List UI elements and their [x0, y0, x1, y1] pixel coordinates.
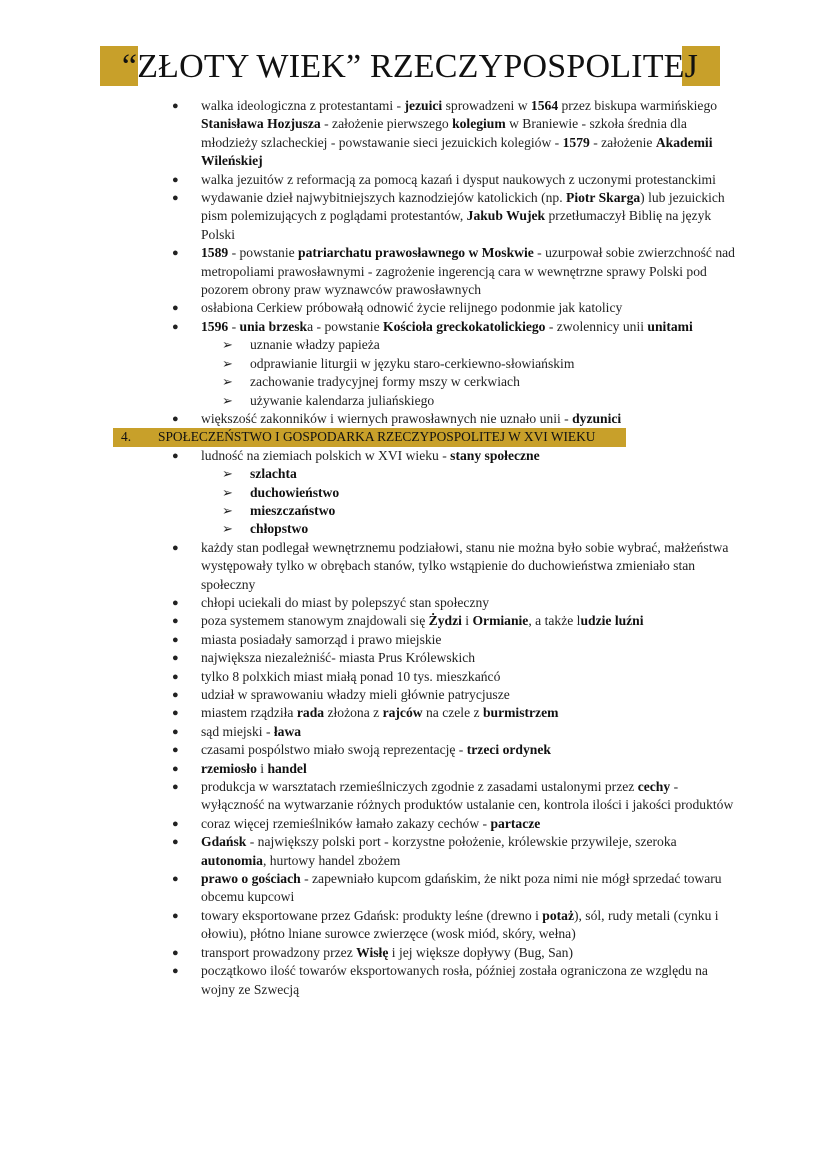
list-item — [0, 594, 828, 612]
bold-term: prawo o gościach — [201, 871, 301, 887]
bullet-icon: ● — [172, 909, 179, 922]
bullet-icon: ● — [172, 541, 179, 554]
bullet-icon: ● — [172, 173, 179, 186]
text-segment: transport prowadzony przez — [201, 944, 357, 960]
list-item — [0, 668, 828, 686]
bold-term: unitami — [647, 318, 693, 334]
arrow-icon: ➢ — [222, 355, 233, 371]
bullet-icon: ● — [172, 946, 179, 959]
text-segment: wydawanie dzieł najwybitniejszych kaznodziejów katolickich (np. — [201, 190, 567, 206]
arrow-icon: ➢ — [222, 337, 233, 353]
bold-term: rzemiosło — [201, 760, 257, 776]
sub-list-item — [0, 484, 828, 502]
bullet-icon: ● — [172, 873, 179, 886]
sub-list-item — [0, 336, 828, 354]
text-segment: ) lub jezuickich pism polemizujących z poglądami protestantów, — [201, 190, 725, 224]
text-segment: ), sól, rudy metali (cynku i ołowiu), płótno lniane surowce zwierzęce (wosk miód, skóry, wełna) — [201, 907, 719, 942]
text-segment: - założenie pierwszego — [320, 116, 453, 132]
bold-term: 1596 — [201, 318, 229, 334]
list-item — [0, 870, 828, 907]
list-item — [0, 704, 828, 722]
bold-term: cechy — [637, 779, 671, 795]
list-item — [0, 171, 828, 189]
list-item — [0, 760, 828, 778]
bullet-list-dyzunici — [0, 410, 828, 428]
bold-term: 1589 — [201, 245, 229, 261]
bullet-icon: ● — [172, 836, 179, 849]
arrow-icon: ➢ — [222, 502, 233, 518]
list-item — [0, 612, 828, 630]
text-segment: - zapewniało kupcom gdańskim, że nikt poza nimi nie mógł sprzedać towaru obcemu kupcowi — [201, 871, 722, 905]
text-segment: większość zakonników i wiernych prawosławnych nie uznało unii - — [201, 410, 573, 426]
bold-term: 1564 — [530, 98, 559, 113]
bullet-icon: ● — [172, 596, 179, 609]
bullet-list-counter-reformation — [0, 97, 828, 336]
bullet-icon: ● — [172, 449, 179, 462]
bold-term: dyzunici — [572, 410, 622, 426]
bullet-icon: ● — [172, 725, 179, 738]
bullet-icon: ● — [172, 689, 179, 701]
text-segment: tylko 8 polxkich miast miałą ponad 10 tys. mieszkańcó — [201, 668, 501, 684]
text-segment: w Braniewie - szkoła średnia dla młodzieży szlacheckiej - powstawanie sieci jezuickich kolegiów - — [201, 116, 687, 150]
bullet-icon: ● — [172, 744, 179, 757]
arrow-icon: ➢ — [222, 521, 233, 537]
bold-term: rada — [296, 705, 325, 721]
text-segment: miastem rządziła — [201, 705, 297, 721]
list-item — [0, 907, 828, 944]
text-segment: sprowadzeni w — [442, 98, 531, 113]
text-segment: i — [461, 613, 473, 629]
text-segment: miasta posiadały samorząd i prawo miejskie — [201, 631, 442, 647]
bullet-icon: ● — [172, 707, 179, 720]
bullet-icon: ● — [172, 412, 179, 425]
text-segment: poza systemem stanowym znajdowali się — [201, 613, 429, 629]
title-banner — [100, 46, 720, 90]
text-segment: przez biskupa warmińskiego — [558, 98, 718, 113]
text-segment: walka jezuitów z reformacją za pomocą kazań i dysput naukowych z uczonymi protestanckimi — [201, 171, 716, 187]
text-segment: - uzurpował sobie zwierzchność nad metropoliami prawosławnymi - zagrożenie ingerencją cara w wewnętrzne sprawy Polski pod pozorem obrony praw wyznawców prawosławnych — [201, 245, 735, 298]
bullet-icon: ● — [172, 965, 179, 978]
sub-list-item — [0, 392, 828, 410]
list-item — [0, 962, 828, 999]
bold-term: unia brzesk — [239, 318, 308, 334]
text-segment: - powstanie — [228, 245, 299, 261]
text-segment: - największy polski port - korzystne położenie, królewskie przywileje, szeroka — [246, 834, 677, 850]
bold-term: Żydzi — [428, 613, 462, 629]
text-segment: a - powstanie — [307, 318, 383, 334]
bold-term: ława — [273, 723, 302, 739]
bold-term: 1579 — [562, 134, 590, 150]
bold-term: kolegium — [452, 116, 506, 132]
text-segment: sąd miejski - — [201, 723, 274, 739]
section-number: 4. — [121, 429, 132, 445]
sub-list-text: uznanie władzy papieża — [250, 337, 380, 353]
bold-term: udzie luźni — [580, 613, 644, 629]
bold-term: handel — [267, 760, 307, 776]
sub-list-text: szlachta — [250, 466, 297, 482]
bold-term: Stanisława Hozjusza — [201, 116, 321, 132]
text-segment: i jej większe dopływy (Bug, San) — [388, 944, 573, 960]
text-segment: osłabiona Cerkiew próbowałą odnowić życie relijnego podonmie jak katolicy — [201, 300, 623, 316]
text-segment: - wyłączność na wytwarzanie różnych produktów ustalanie cen, kontrola ilości i jakości produktów — [201, 779, 734, 813]
text-segment: udział w sprawowaniu władzy mieli głównie patrycjusze — [201, 687, 510, 702]
sub-list-union-terms — [0, 336, 828, 410]
page-title: “ZŁOTY WIEK” RZECZYPOSPOLITEJ — [121, 48, 699, 85]
text-segment: największa niezależniść- miasta Prus Królewskich — [201, 650, 476, 666]
sub-list-text: chłopstwo — [250, 521, 309, 537]
bullet-list-estates-intro — [0, 447, 828, 465]
text-segment: , a także l — [528, 613, 581, 629]
sub-list-text: duchowieństwo — [250, 484, 340, 500]
bullet-icon: ● — [172, 781, 179, 794]
sub-list-item — [0, 502, 828, 520]
list-item — [0, 649, 828, 667]
text-segment: złożona z — [324, 705, 383, 721]
bullet-icon: ● — [172, 192, 179, 205]
sub-list-item — [0, 465, 828, 483]
bullet-icon: ● — [172, 633, 179, 646]
list-item — [0, 778, 828, 815]
list-item — [0, 631, 828, 649]
list-item — [0, 410, 828, 428]
list-item — [0, 539, 828, 594]
bold-term: stany społeczne — [450, 447, 540, 463]
list-item — [0, 97, 828, 171]
text-segment: i — [256, 760, 268, 776]
bold-term: potaż — [542, 907, 574, 923]
section-heading — [113, 428, 626, 446]
bold-term: Jakub Wujek — [466, 208, 546, 224]
sub-list-text: zachowanie tradycyjnej formy mszy w cerkwiach — [250, 374, 520, 390]
text-segment: towary eksportowane przez Gdańsk: produkty leśne (drewno i — [201, 907, 543, 923]
text-segment: chłopi uciekali do miast by polepszyć stan społeczny — [201, 594, 490, 610]
sub-list-text: odprawianie liturgii w języku staro-cerkiewno-słowiańskim — [250, 355, 575, 371]
bold-term: jezuici — [404, 98, 443, 113]
bold-term: Wisłę — [356, 944, 389, 960]
document-body — [0, 97, 828, 999]
bold-term: Gdańsk — [201, 834, 247, 850]
bullet-icon: ● — [172, 652, 179, 665]
arrow-icon: ➢ — [222, 392, 233, 408]
list-item — [0, 944, 828, 962]
text-segment: , hurtowy handel zbożem — [262, 852, 401, 868]
sub-list-item — [0, 373, 828, 391]
bullet-icon: ● — [172, 817, 179, 830]
list-item — [0, 189, 828, 244]
bold-term: Akademii Wileńskiej — [201, 134, 713, 169]
bold-term: autonomia — [201, 852, 263, 868]
bullet-icon: ● — [172, 615, 179, 628]
list-item — [0, 741, 828, 759]
bullet-icon: ● — [172, 302, 179, 315]
bold-term: Ormianie — [472, 613, 529, 629]
text-segment: - zwolennicy unii — [545, 318, 648, 334]
bold-term: rajców — [382, 705, 423, 721]
bold-term: patriarchatu prawosławnego w Moskwie — [298, 245, 534, 261]
text-segment: przetłumaczył Biblię na język Polski — [201, 208, 712, 242]
bullet-icon: ● — [172, 320, 179, 333]
text-segment: - — [228, 318, 240, 334]
text-segment: produkcja w warsztatach rzemieślniczych zgodnie z zasadami ustalonymi przez — [201, 779, 638, 795]
sub-list-text: używanie kalendarza juliańskiego — [250, 392, 435, 408]
bold-term: trzeci ordynek — [466, 742, 551, 758]
bullet-icon: ● — [172, 762, 179, 775]
text-segment: walka ideologiczna z protestantami - — [201, 98, 405, 113]
text-segment: coraz więcej rzemieślników łamało zakazy cechów - — [201, 815, 491, 831]
list-item — [0, 299, 828, 317]
bullet-icon: ● — [172, 100, 179, 112]
list-item — [0, 833, 828, 870]
bullet-list-society-economy — [0, 539, 828, 999]
text-segment: każdy stan podlegał wewnętrznemu podziałowi, stanu nie można było sobie wybrać, małżeństwa występowały tylko w obrębach stanów, tylko wstąpienie do duchowieństwa zmieniało stan społeczny — [201, 539, 729, 592]
list-item — [0, 318, 828, 336]
list-item — [0, 686, 828, 704]
list-item — [0, 723, 828, 741]
arrow-icon: ➢ — [222, 484, 233, 500]
text-segment: - założenie — [589, 134, 656, 150]
list-item — [0, 244, 828, 299]
arrow-icon: ➢ — [222, 374, 233, 390]
sub-list-estates — [0, 465, 828, 539]
bullet-icon: ● — [172, 247, 179, 260]
bold-term: partacze — [490, 815, 541, 831]
section-title: SPOŁECZEŃSTWO I GOSPODARKA RZECZYPOSPOLITEJ W XVI WIEKU — [158, 429, 596, 445]
text-segment: ludność na ziemiach polskich w XVI wieku - — [201, 447, 451, 463]
bold-term: burmistrzem — [482, 705, 559, 721]
arrow-icon: ➢ — [222, 466, 233, 482]
list-item — [0, 447, 828, 465]
list-item — [0, 815, 828, 833]
text-segment: czasami pospólstwo miało swoją reprezentację - — [201, 742, 467, 758]
bullet-icon: ● — [172, 670, 179, 683]
text-segment: początkowo ilość towarów eksportowanych rosła, później została ograniczona ze względu na wojny ze Szwecją — [201, 963, 708, 997]
bold-term: Kościoła greckokatolickiego — [383, 318, 546, 334]
text-segment: na czele z — [422, 705, 483, 721]
bold-term: Piotr Skarga — [566, 190, 641, 206]
sub-list-text: mieszczaństwo — [250, 502, 336, 518]
sub-list-item — [0, 520, 828, 538]
sub-list-item — [0, 355, 828, 373]
